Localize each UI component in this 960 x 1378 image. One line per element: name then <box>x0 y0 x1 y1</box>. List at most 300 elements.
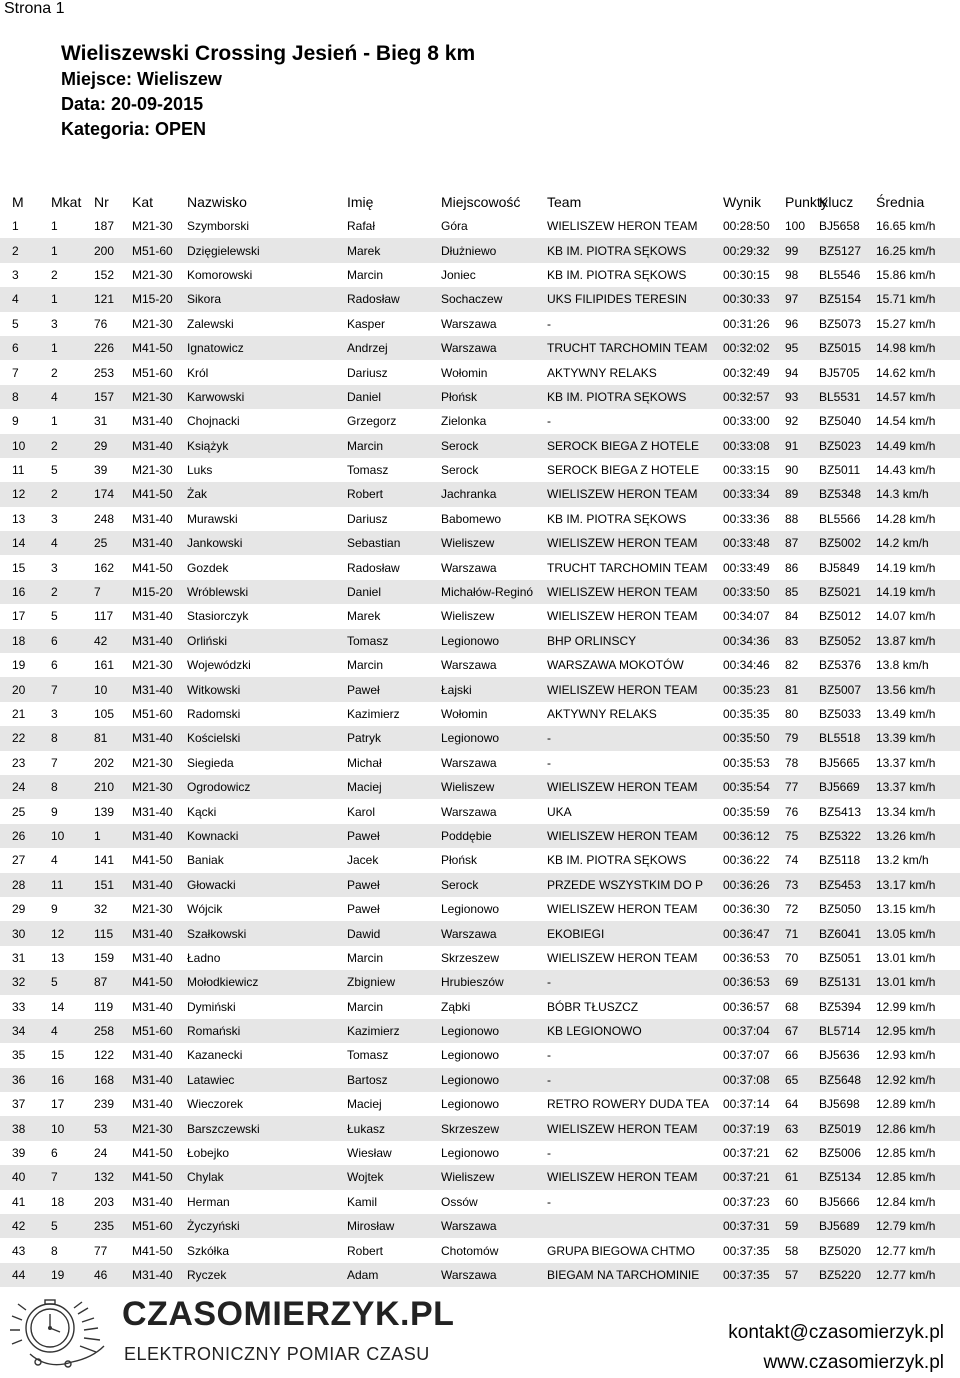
cell-category-place: 2 <box>51 580 94 604</box>
cell-avg-speed: 14.19 km/h <box>876 560 936 575</box>
table-row <box>0 921 960 945</box>
cell-points: 62 <box>785 1146 799 1161</box>
cell-first-name: Adam <box>347 1263 441 1287</box>
table-row <box>0 897 960 921</box>
cell-bib-number: 39 <box>94 463 108 478</box>
cell-avg-speed: 13.2 km/h <box>876 853 929 868</box>
cell-bib-number: 235 <box>94 1214 132 1238</box>
cell-avg-speed: 15.71 km/h <box>876 287 960 311</box>
cell-team: - <box>547 755 551 770</box>
cell-result-time: 00:37:21 <box>723 1146 770 1161</box>
column-header-category: Kat <box>132 194 154 210</box>
cell-place: 18 <box>0 629 51 653</box>
cell-team: BIEGAM NA TARCHOMINIE <box>547 1263 723 1287</box>
cell-town: Legionowo <box>441 1097 500 1112</box>
cell-surname: Chojnacki <box>187 414 240 429</box>
cell-surname: Murawski <box>187 511 238 526</box>
cell-result-time: 00:33:00 <box>723 414 770 429</box>
cell-points: 83 <box>785 629 819 653</box>
cell-town: Skrzeszew <box>441 1116 547 1140</box>
cell-result-time: 00:33:48 <box>723 531 785 555</box>
cell-points: 64 <box>785 1097 799 1112</box>
cell-category-place: 3 <box>51 707 58 721</box>
cell-first-name: Bartosz <box>347 1068 441 1092</box>
contact-block <box>728 1318 944 1378</box>
cell-result-time: 00:36:12 <box>723 824 785 848</box>
cell-team: SEROCK BIEGA Z HOTELE <box>547 434 723 458</box>
cell-first-name: Paweł <box>347 824 441 848</box>
cell-place: 28 <box>0 873 51 897</box>
table-row <box>0 1214 960 1238</box>
column-header-surname: Nazwisko <box>187 194 247 210</box>
cell-town: Legionowo <box>441 1048 500 1063</box>
cell-points: 65 <box>785 1068 819 1092</box>
cell-team: BÓBR TŁUSZCZ <box>547 999 639 1014</box>
cell-first-name: Marcin <box>347 434 441 458</box>
cell-place: 4 <box>0 287 51 311</box>
cell-place: 16 <box>0 580 51 604</box>
cell-result-time: 00:29:32 <box>723 238 785 262</box>
cell-category-place: 10 <box>51 1116 94 1140</box>
cell-category-place: 5 <box>51 1214 94 1238</box>
table-row <box>0 824 960 848</box>
cell-bib-number: 81 <box>94 726 132 750</box>
cell-bib-number: 152 <box>94 267 115 282</box>
cell-surname: Zalewski <box>187 316 234 331</box>
cell-surname: Król <box>187 365 209 380</box>
cell-place: 20 <box>0 677 51 701</box>
cell-town: Warszawa <box>441 755 497 770</box>
cell-points: 81 <box>785 677 819 701</box>
cell-bib-number: 200 <box>94 238 132 262</box>
cell-points: 71 <box>785 921 819 945</box>
table-row <box>0 336 960 360</box>
cell-result-time: 00:31:26 <box>723 316 770 331</box>
cell-category: M41-50 <box>132 560 173 575</box>
cell-surname: Wróblewski <box>187 580 347 604</box>
cell-first-name: Kasper <box>347 316 386 331</box>
cell-first-name: Dawid <box>347 921 441 945</box>
cell-category: M31-40 <box>132 531 187 555</box>
cell-points: 87 <box>785 531 819 555</box>
cell-category: M51-60 <box>132 238 187 262</box>
cell-category: M21-30 <box>132 755 173 770</box>
cell-place: 21 <box>12 707 26 721</box>
column-header-town: Miejscowość <box>441 194 521 210</box>
cell-town: Płońsk <box>441 385 547 409</box>
cell-town: Dłużniewo <box>441 238 547 262</box>
cell-result-time: 00:36:26 <box>723 873 785 897</box>
cell-key: BJ5705 <box>819 365 860 380</box>
cell-category: M31-40 <box>132 950 173 965</box>
cell-key: BZ5011 <box>819 463 861 478</box>
column-header-key: Klucz <box>819 194 854 210</box>
cell-category: M31-40 <box>132 434 187 458</box>
cell-bib-number: 161 <box>94 658 115 673</box>
cell-points: 100 <box>785 219 806 234</box>
cell-category: M51-60 <box>132 707 173 721</box>
cell-surname: Kącki <box>187 804 217 819</box>
cell-category-place: 1 <box>51 238 94 262</box>
cell-place: 6 <box>0 336 51 360</box>
cell-category-place: 4 <box>51 1019 94 1043</box>
cell-town: Ossów <box>441 1194 478 1209</box>
table-row <box>0 995 960 1019</box>
cell-bib-number: 53 <box>94 1116 132 1140</box>
cell-category-place: 7 <box>51 1165 94 1189</box>
cell-category-place: 16 <box>51 1068 94 1092</box>
cell-result-time: 00:37:23 <box>723 1194 770 1209</box>
cell-town: Wołomin <box>441 707 488 721</box>
cell-town: Babomewo <box>441 511 502 526</box>
cell-team: WIELISZEW HERON TEAM <box>547 824 723 848</box>
cell-surname: Życzyński <box>187 1214 347 1238</box>
cell-category: M41-50 <box>132 1146 173 1161</box>
cell-key: BZ5322 <box>819 824 876 848</box>
table-row <box>0 531 960 555</box>
cell-place: 29 <box>12 902 26 917</box>
cell-key: BZ5006 <box>819 1146 862 1161</box>
cell-team: SEROCK BIEGA Z HOTELE <box>547 463 700 478</box>
cell-key: BZ5033 <box>819 707 862 721</box>
cell-category-place: 6 <box>51 658 58 673</box>
cell-category: M21-30 <box>132 1116 187 1140</box>
cell-surname: Szkółka <box>187 1243 230 1258</box>
table-row <box>0 799 960 823</box>
cell-surname: Dzięgielewski <box>187 238 347 262</box>
cell-bib-number: 141 <box>94 853 115 868</box>
column-header-category-place: Mkat <box>51 194 82 210</box>
cell-avg-speed: 13.39 km/h <box>876 726 960 750</box>
table-row <box>0 751 960 775</box>
cell-avg-speed: 12.99 km/h <box>876 999 936 1014</box>
cell-first-name: Marcin <box>347 658 384 673</box>
cell-town: Sochaczew <box>441 287 547 311</box>
cell-avg-speed: 13.01 km/h <box>876 950 936 965</box>
cell-result-time: 00:34:07 <box>723 609 770 624</box>
cell-category: M31-40 <box>132 414 173 429</box>
cell-category-place: 2 <box>51 267 58 282</box>
table-row <box>0 580 960 604</box>
cell-team: WIELISZEW HERON TEAM <box>547 1165 723 1189</box>
cell-points: 91 <box>785 434 819 458</box>
cell-town: Wieliszew <box>441 775 547 799</box>
cell-category-place: 14 <box>51 999 65 1014</box>
cell-bib-number: 151 <box>94 873 132 897</box>
cell-points: 96 <box>785 316 799 331</box>
cell-category: M31-40 <box>132 1194 173 1209</box>
cell-bib-number: 1 <box>94 824 132 848</box>
cell-town: Legionowo <box>441 726 547 750</box>
cell-place: 41 <box>12 1194 26 1209</box>
cell-avg-speed: 12.79 km/h <box>876 1214 960 1238</box>
cell-town: Wieliszew <box>441 531 547 555</box>
cell-key: BJ5669 <box>819 775 876 799</box>
cell-bib-number: 139 <box>94 804 115 819</box>
cell-result-time: 00:35:23 <box>723 677 785 701</box>
cell-points: 70 <box>785 950 799 965</box>
cell-category-place: 10 <box>51 824 94 848</box>
cell-category-place: 3 <box>51 560 58 575</box>
cell-result-time: 00:32:49 <box>723 365 770 380</box>
cell-category: M31-40 <box>132 1263 187 1287</box>
cell-key: BJ5698 <box>819 1097 860 1112</box>
cell-points: 68 <box>785 999 799 1014</box>
cell-team: - <box>547 414 551 429</box>
cell-category-place: 5 <box>51 463 58 478</box>
cell-team: KB IM. PIOTRA SĘKOWS <box>547 385 723 409</box>
cell-avg-speed: 12.89 km/h <box>876 1097 936 1112</box>
cell-result-time: 00:32:57 <box>723 385 785 409</box>
cell-bib-number: 25 <box>94 531 132 555</box>
cell-bib-number: 105 <box>94 707 115 721</box>
cell-avg-speed: 13.56 km/h <box>876 677 960 701</box>
cell-avg-speed: 13.49 km/h <box>876 707 936 721</box>
cell-team: GRUPA BIEGOWA CHTMO <box>547 1243 696 1258</box>
cell-team: - <box>547 316 551 331</box>
cell-category-place: 5 <box>51 609 58 624</box>
cell-surname: Radomski <box>187 707 241 721</box>
cell-key: BZ5019 <box>819 1116 876 1140</box>
cell-key: BL5531 <box>819 385 876 409</box>
cell-avg-speed: 13.8 km/h <box>876 658 929 673</box>
cell-first-name: Radosław <box>347 287 441 311</box>
column-header-first-name: Imię <box>347 194 374 210</box>
cell-result-time: 00:36:30 <box>723 902 770 917</box>
contact-website[interactable]: www.czasomierzyk.pl <box>763 1352 944 1373</box>
cell-first-name: Robert <box>347 482 441 506</box>
cell-points: 89 <box>785 482 819 506</box>
cell-team: WIELISZEW HERON TEAM <box>547 580 723 604</box>
cell-category: M21-30 <box>132 219 173 234</box>
cell-surname: Herman <box>187 1194 230 1209</box>
cell-bib-number: 77 <box>94 1243 108 1258</box>
cell-surname: Szałkowski <box>187 921 347 945</box>
results-header <box>61 40 475 142</box>
cell-town: Warszawa <box>441 921 547 945</box>
cell-category: M41-50 <box>132 482 187 506</box>
cell-result-time: 00:37:14 <box>723 1097 770 1112</box>
cell-result-time: 00:35:35 <box>723 707 770 721</box>
cell-surname: Ignatowicz <box>187 336 347 360</box>
cell-first-name: Kazimierz <box>347 707 400 721</box>
cell-surname: Ogrodowicz <box>187 775 347 799</box>
cell-surname: Kownacki <box>187 824 347 848</box>
cell-first-name: Andrzej <box>347 336 441 360</box>
table-row <box>0 263 960 287</box>
cell-place: 42 <box>0 1214 51 1238</box>
cell-avg-speed: 13.17 km/h <box>876 873 960 897</box>
column-header-bib-number: Nr <box>94 194 109 210</box>
cell-result-time: 00:35:59 <box>723 804 770 819</box>
cell-first-name: Tomasz <box>347 629 441 653</box>
footer <box>0 1292 960 1371</box>
cell-team: KB IM. PIOTRA SĘKOWS <box>547 267 687 282</box>
cell-team: - <box>547 1048 551 1063</box>
cell-key: BZ5002 <box>819 531 876 555</box>
cell-bib-number: 76 <box>94 316 108 331</box>
cell-key: BL5518 <box>819 726 876 750</box>
cell-team: - <box>547 1194 551 1209</box>
cell-first-name: Tomasz <box>347 463 389 478</box>
table-row <box>0 287 960 311</box>
cell-first-name: Tomasz <box>347 1048 389 1063</box>
cell-bib-number: 121 <box>94 287 132 311</box>
cell-bib-number: 31 <box>94 414 108 429</box>
table-row <box>0 848 960 872</box>
cell-category-place: 4 <box>51 385 94 409</box>
table-row <box>0 312 960 336</box>
table-row <box>0 1238 960 1262</box>
cell-place: 23 <box>12 755 26 770</box>
table-row <box>0 1043 960 1067</box>
cell-key: BJ5665 <box>819 755 860 770</box>
cell-result-time: 00:35:54 <box>723 775 785 799</box>
cell-bib-number: 253 <box>94 365 115 380</box>
cell-points: 84 <box>785 609 799 624</box>
cell-bib-number: 210 <box>94 775 132 799</box>
cell-avg-speed: 14.57 km/h <box>876 385 960 409</box>
table-row <box>0 1116 960 1140</box>
cell-place: 36 <box>0 1068 51 1092</box>
cell-first-name: Łukasz <box>347 1116 441 1140</box>
cell-avg-speed: 12.77 km/h <box>876 1243 936 1258</box>
cell-points: 66 <box>785 1048 799 1063</box>
cell-town: Warszawa <box>441 658 497 673</box>
cell-key: BZ5648 <box>819 1068 876 1092</box>
cell-surname: Luks <box>187 463 213 478</box>
cell-category: M31-40 <box>132 921 187 945</box>
cell-category: M21-30 <box>132 316 173 331</box>
table-row <box>0 702 960 726</box>
cell-first-name: Dariusz <box>347 365 388 380</box>
contact-email[interactable]: kontakt@czasomierzyk.pl <box>728 1322 944 1343</box>
cell-bib-number: 10 <box>94 677 132 701</box>
cell-place: 1 <box>12 219 19 234</box>
cell-result-time: 00:33:36 <box>723 511 770 526</box>
cell-points: 95 <box>785 336 819 360</box>
cell-place: 2 <box>0 238 51 262</box>
cell-town: Łajski <box>441 677 547 701</box>
cell-town: Płońsk <box>441 853 478 868</box>
cell-first-name: Michał <box>347 755 382 770</box>
cell-category-place: 8 <box>51 726 94 750</box>
cell-avg-speed: 13.15 km/h <box>876 902 936 917</box>
table-row <box>0 214 960 238</box>
cell-category: M31-40 <box>132 677 187 701</box>
table-row <box>0 482 960 506</box>
column-header-points: Punkty <box>785 194 828 210</box>
cell-result-time: 00:36:47 <box>723 921 785 945</box>
cell-category-place: 1 <box>51 287 94 311</box>
cell-town: Legionowo <box>441 1019 547 1043</box>
cell-surname: Chylak <box>187 1165 347 1189</box>
cell-first-name: Wiesław <box>347 1146 392 1161</box>
cell-place: 3 <box>12 267 19 282</box>
cell-town: Legionowo <box>441 1146 500 1161</box>
cell-category: M21-30 <box>132 902 173 917</box>
cell-avg-speed: 15.86 km/h <box>876 267 936 282</box>
cell-key: BZ5118 <box>819 853 861 868</box>
cell-town: Hrubieszów <box>441 970 547 994</box>
cell-key: BJ5849 <box>819 560 860 575</box>
cell-result-time: 00:37:35 <box>723 1263 785 1287</box>
cell-points: 59 <box>785 1214 819 1238</box>
cell-avg-speed: 12.95 km/h <box>876 1019 960 1043</box>
cell-category-place: 4 <box>51 531 94 555</box>
cell-key: BZ5131 <box>819 970 876 994</box>
table-row <box>0 604 960 628</box>
cell-avg-speed: 13.37 km/h <box>876 775 960 799</box>
cell-team: RETRO ROWERY DUDA TEA <box>547 1097 710 1112</box>
cell-points: 93 <box>785 385 819 409</box>
table-body <box>0 214 960 1287</box>
cell-first-name: Maciej <box>347 1097 382 1112</box>
cell-place: 12 <box>0 482 51 506</box>
cell-team: AKTYWNY RELAKS <box>547 365 657 380</box>
cell-key: BZ5073 <box>819 316 862 331</box>
cell-surname: Wieczorek <box>187 1097 244 1112</box>
cell-first-name: Wojtek <box>347 1165 441 1189</box>
cell-key: BJ5658 <box>819 219 860 234</box>
results-table <box>0 190 960 1287</box>
cell-team: - <box>547 1068 723 1092</box>
table-row <box>0 677 960 701</box>
cell-category: M31-40 <box>132 629 187 653</box>
cell-place: 14 <box>0 531 51 555</box>
cell-surname: Sikora <box>187 287 347 311</box>
cell-category-place: 17 <box>51 1097 65 1112</box>
cell-result-time: 00:35:53 <box>723 755 770 770</box>
cell-town: Wieliszew <box>441 609 495 624</box>
cell-place: 33 <box>12 999 26 1014</box>
cell-points: 73 <box>785 873 819 897</box>
cell-category-place: 11 <box>51 873 94 897</box>
cell-key: BL5714 <box>819 1019 876 1043</box>
cell-result-time: 00:33:08 <box>723 434 785 458</box>
cell-surname: Romański <box>187 1019 347 1043</box>
cell-place: 24 <box>0 775 51 799</box>
cell-avg-speed: 14.54 km/h <box>876 414 936 429</box>
cell-category: M21-30 <box>132 267 173 282</box>
cell-bib-number: 248 <box>94 511 115 526</box>
cell-category: M41-50 <box>132 970 187 994</box>
cell-category: M31-40 <box>132 1068 187 1092</box>
cell-category-place: 18 <box>51 1194 65 1209</box>
cell-bib-number: 87 <box>94 970 132 994</box>
cell-key: BZ5020 <box>819 1243 862 1258</box>
cell-result-time: 00:35:50 <box>723 726 785 750</box>
cell-town: Wołomin <box>441 365 488 380</box>
table-row <box>0 653 960 677</box>
cell-surname: Łobejko <box>187 1146 230 1161</box>
cell-place: 31 <box>12 950 26 965</box>
cell-bib-number: 162 <box>94 560 115 575</box>
cell-surname: Wójcik <box>187 902 223 917</box>
cell-first-name: Paweł <box>347 873 441 897</box>
cell-points: 92 <box>785 414 799 429</box>
cell-result-time: 00:37:07 <box>723 1048 770 1063</box>
cell-surname: Jankowski <box>187 531 347 555</box>
cell-avg-speed: 14.62 km/h <box>876 365 936 380</box>
cell-points: 60 <box>785 1194 799 1209</box>
cell-surname: Szymborski <box>187 219 250 234</box>
cell-place: 11 <box>12 463 25 478</box>
cell-result-time: 00:34:36 <box>723 629 785 653</box>
race-place: Miejsce: Wieliszew <box>61 69 222 89</box>
cell-first-name: Rafał <box>347 219 376 234</box>
cell-surname: Gozdek <box>187 560 229 575</box>
